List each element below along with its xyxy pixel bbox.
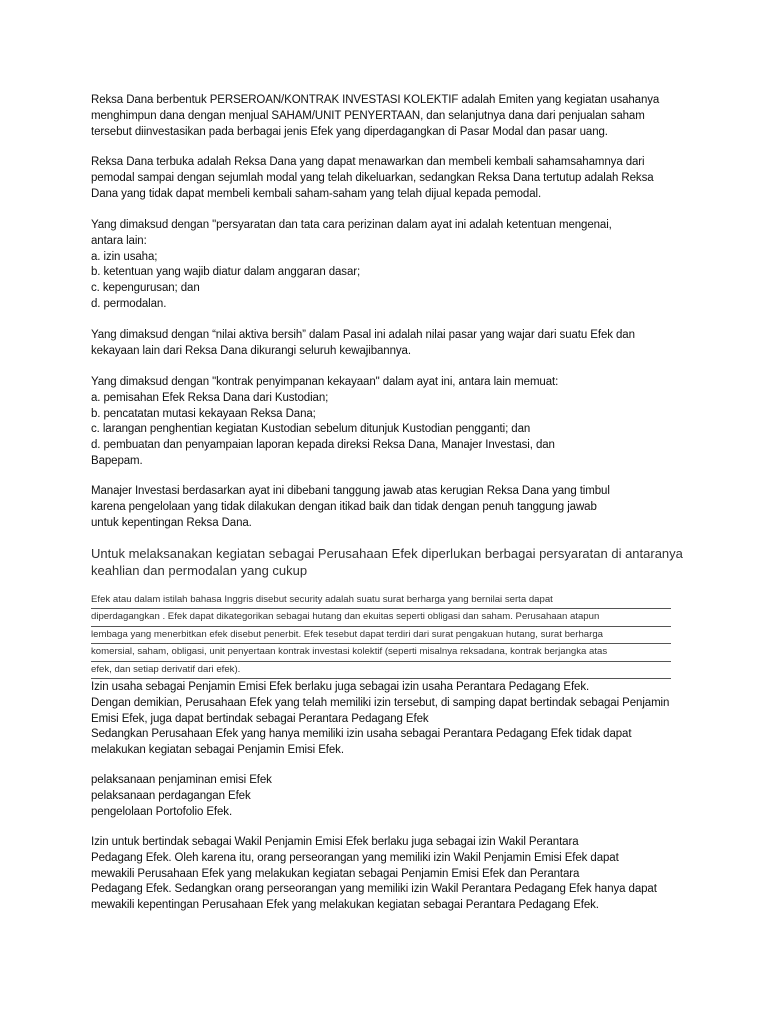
list-item: b. ketentuan yang wajib diatur dalam anggaran dasar; — [91, 266, 361, 279]
list-item: b. pencatatan mutasi kekayaan Reksa Dana; — [91, 407, 316, 420]
text-line: kekayaan lain dari Reksa Dana dikurangi seluruh kewajibannya. — [91, 344, 411, 357]
paragraph-manajer-investasi — [91, 484, 671, 531]
text-line: Emisi Efek, juga dapat bertindak sebagai Perantara Pedagang Efek — [91, 712, 429, 725]
underlined-line: lembaga yang menerbitkan efek disebut penerbit. Efek tesebut dapat terdiri dari surat pengakuan hutang, surat berharga — [91, 627, 671, 644]
text-line: tersebut diinvestasikan pada berbagai jenis Efek yang diperdagangkan di Pasar Modal dan pasar uang. — [91, 125, 608, 138]
list-item: Bapepam. — [91, 454, 143, 467]
paragraph-kontrak-penyimpanan — [91, 375, 671, 470]
text-line: melakukan kegiatan sebagai Penjamin Emisi Efek. — [91, 744, 344, 757]
text-line: Reksa Dana terbuka adalah Reksa Dana yang dapat menawarkan dan membeli kembali sahamsahamnya dari — [91, 156, 645, 168]
list-item: a. pemisahan Efek Reksa Dana dari Kustodian; — [91, 391, 329, 404]
paragraph-reksa-dana-perseroan — [91, 93, 671, 140]
text-line: Sedangkan Perusahaan Efek yang hanya memiliki izin usaha sebagai Perantara Pedagang Efek tidak dapat — [91, 728, 632, 741]
paragraph-kegiatan-list — [91, 773, 671, 820]
list-item: d. pembuatan dan penyampaian laporan kepada direksi Reksa Dana, Manajer Investasi, dan — [91, 439, 555, 452]
list-item: c. kepengurusan; dan — [91, 282, 200, 295]
text-line: Yang dimaksud dengan “nilai aktiva bersih” dalam Pasal ini adalah nilai pasar yang wajar dari suatu Efek dan — [91, 329, 635, 341]
text-line: Pedagang Efek. Oleh karena itu, orang perseorangan yang memiliki izin Wakil Penjamin Emisi Efek dapat — [91, 851, 619, 864]
paragraph-perusahaan-efek — [91, 546, 683, 579]
text-line: Izin untuk bertindak sebagai Wakil Penjamin Emisi Efek berlaku juga sebagai izin Wakil Perantara — [91, 836, 579, 848]
text-line: pemodal sampai dengan sejumlah modal yang telah dikeluarkan, sedangkan Reksa Dana tertutup adalah Reksa — [91, 171, 654, 184]
text-line: antara lain: — [91, 234, 147, 247]
list-item: pelaksanaan perdagangan Efek — [91, 789, 251, 802]
paragraph-wakil-penjamin — [91, 835, 671, 914]
list-item: pelaksanaan penjaminan emisi Efek — [91, 774, 272, 786]
list-item: c. larangan penghentian kegiatan Kustodian sebelum ditunjuk Kustodian pengganti; dan — [91, 423, 531, 436]
text-line: untuk kepentingan Reksa Dana. — [91, 516, 252, 529]
paragraph-definisi-efek — [91, 592, 671, 679]
text-line: Manajer Investasi berdasarkan ayat ini dibebani tanggung jawab atas kerugian Reksa Dana yang timbul — [91, 485, 610, 497]
text-line: menghimpun dana dengan menjual SAHAM/UNIT PENYERTAAN, dan selanjutnya dana dari penjualan saham — [91, 109, 645, 122]
text-line: Yang dimaksud dengan "kontrak penyimpanan kekayaan" dalam ayat ini, antara lain memuat: — [91, 376, 559, 388]
text-line: Pedagang Efek. Sedangkan orang perseorangan yang memiliki izin Wakil Perantara Pedagang Efek hanya dapat — [91, 883, 657, 896]
text-line: keahlian dan permodalan yang cukup — [91, 562, 308, 578]
text-line: karena pengelolaan yang tidak dilakukan dengan itikad baik dan tidak dengan penuh tanggung jawab — [91, 500, 597, 513]
underlined-line: Efek atau dalam istilah bahasa Inggris disebut security adalah suatu surat berharga yang bernilai serta dapat — [91, 592, 671, 609]
text-line: Dengan demikian, Perusahaan Efek yang telah memiliki izin tersebut, di samping dapat bertindak sebagai Penjamin — [91, 696, 670, 709]
underlined-line: komersial, saham, obligasi, unit penyertaan kontrak investasi kolektif (seperti misalnya reksadana, kontrak berjangka atas — [91, 644, 671, 661]
text-line: Izin usaha sebagai Penjamin Emisi Efek berlaku juga sebagai izin usaha Perantara Pedagang Efek. — [91, 681, 590, 693]
paragraph-nilai-aktiva-bersih — [91, 328, 671, 360]
underlined-line: diperdagangkan . Efek dapat dikategorikan sebagai hutang dan ekuitas seperti obligasi dan saham. Perusahaan atapun — [91, 609, 671, 626]
list-item: pengelolaan Portofolio Efek. — [91, 805, 233, 818]
text-line: mewakili kepentingan Perusahaan Efek yang melakukan kegiatan sebagai Perantara Pedagang Efek. — [91, 899, 599, 912]
text-line: mewakili Perusahaan Efek yang melakukan kegiatan sebagai Penjamin Emisi Efek dan Perantara — [91, 867, 580, 880]
paragraph-persyaratan-perizinan — [91, 218, 671, 313]
text-line: Untuk melaksanakan kegiatan sebagai Perusahaan Efek diperlukan berbagai persyaratan di antaranya — [91, 546, 683, 561]
paragraph-reksa-dana-terbuka — [91, 155, 671, 202]
list-item: a. izin usaha; — [91, 250, 158, 263]
text-line: Reksa Dana berbentuk PERSEROAN/KONTRAK INVESTASI KOLEKTIF adalah Emiten yang kegiatan usahanya — [91, 94, 660, 106]
text-line: Yang dimaksud dengan "persyaratan dan tata cara perizinan dalam ayat ini adalah ketentuan mengenai, — [91, 219, 612, 231]
list-item: d. permodalan. — [91, 297, 167, 310]
text-line: Dana yang tidak dapat membeli kembali saham-saham yang telah dijual kepada pemodal. — [91, 187, 542, 200]
underlined-line: efek, dan setiap derivatif dari efek). — [91, 662, 671, 679]
paragraph-izin-penjamin-emisi — [91, 680, 671, 759]
